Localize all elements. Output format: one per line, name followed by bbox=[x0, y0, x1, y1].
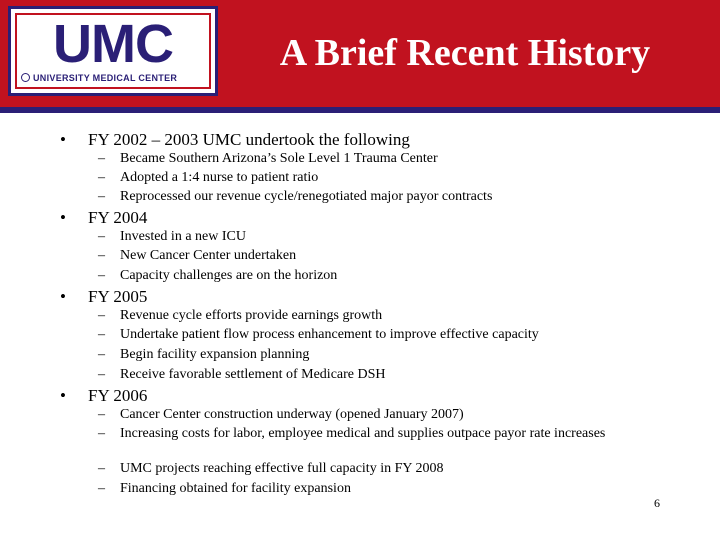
dash-icon: – bbox=[98, 170, 105, 185]
list-item-text: UMC projects reaching effective full capacity in FY 2008 bbox=[120, 461, 444, 476]
list-item bbox=[98, 327, 658, 343]
list-item-text: Capacity challenges are on the horizon bbox=[120, 268, 338, 283]
list-item-text: Undertake patient flow process enhancement to improve effective capacity bbox=[120, 327, 539, 342]
logo-wordmark: UMC bbox=[53, 14, 173, 74]
dash-icon: – bbox=[98, 229, 105, 244]
dash-icon: – bbox=[98, 189, 105, 204]
list-item bbox=[98, 268, 658, 284]
dash-icon: – bbox=[98, 268, 105, 283]
dash-icon: – bbox=[98, 426, 105, 441]
list-item-text: Cancer Center construction underway (opened January 2007) bbox=[120, 407, 464, 422]
list-item bbox=[98, 426, 658, 442]
section-heading-text: FY 2005 bbox=[88, 287, 148, 306]
list-item bbox=[98, 170, 658, 186]
list-item bbox=[98, 308, 658, 324]
list-item bbox=[98, 229, 658, 245]
list-item-text: Revenue cycle efforts provide earnings growth bbox=[120, 308, 383, 323]
dash-icon: – bbox=[98, 151, 105, 166]
bullet-icon: • bbox=[60, 208, 66, 227]
list-item bbox=[98, 347, 658, 363]
list-item-text: Financing obtained for facility expansion bbox=[120, 481, 351, 496]
list-item-text: Adopted a 1:4 nurse to patient ratio bbox=[120, 170, 319, 185]
list-item bbox=[98, 461, 658, 477]
list-item bbox=[98, 407, 658, 423]
list-item-text: Reprocessed our revenue cycle/renegotiated major payor contracts bbox=[120, 189, 493, 204]
list-item bbox=[98, 151, 658, 167]
dash-icon: – bbox=[98, 248, 105, 263]
list-item-text: Increasing costs for labor, employee medical and supplies outpace payor rate increases bbox=[120, 426, 606, 441]
list-item bbox=[98, 248, 658, 264]
dash-icon: – bbox=[98, 367, 105, 382]
dash-icon: – bbox=[98, 327, 105, 342]
list-item-text: Invested in a new ICU bbox=[120, 229, 246, 244]
page-number: 6 bbox=[654, 496, 660, 510]
list-item-text: New Cancer Center undertaken bbox=[120, 248, 297, 263]
list-item-text: Begin facility expansion planning bbox=[120, 347, 310, 362]
dash-icon: – bbox=[98, 481, 105, 496]
list-item bbox=[98, 367, 658, 383]
section-heading-text: FY 2004 bbox=[88, 208, 148, 227]
dash-icon: – bbox=[98, 407, 105, 422]
slide-title: A Brief Recent History bbox=[279, 32, 651, 74]
list-item bbox=[98, 189, 658, 205]
list-item-text: Receive favorable settlement of Medicare DSH bbox=[120, 367, 386, 382]
logo-subtitle-text: UNIVERSITY MEDICAL CENTER bbox=[33, 73, 178, 83]
bullet-icon: • bbox=[60, 130, 66, 149]
section-heading-text: FY 2002 – 2003 UMC undertook the following bbox=[88, 130, 410, 149]
list-item bbox=[98, 481, 658, 497]
list-item-text: Became Southern Arizona’s Sole Level 1 Trauma Center bbox=[120, 151, 438, 166]
dash-icon: – bbox=[98, 347, 105, 362]
section-heading-text: FY 2006 bbox=[88, 386, 148, 405]
bullet-icon: • bbox=[60, 386, 66, 405]
dash-icon: – bbox=[98, 461, 105, 476]
bullet-icon: • bbox=[60, 287, 66, 306]
dash-icon: – bbox=[98, 308, 105, 323]
